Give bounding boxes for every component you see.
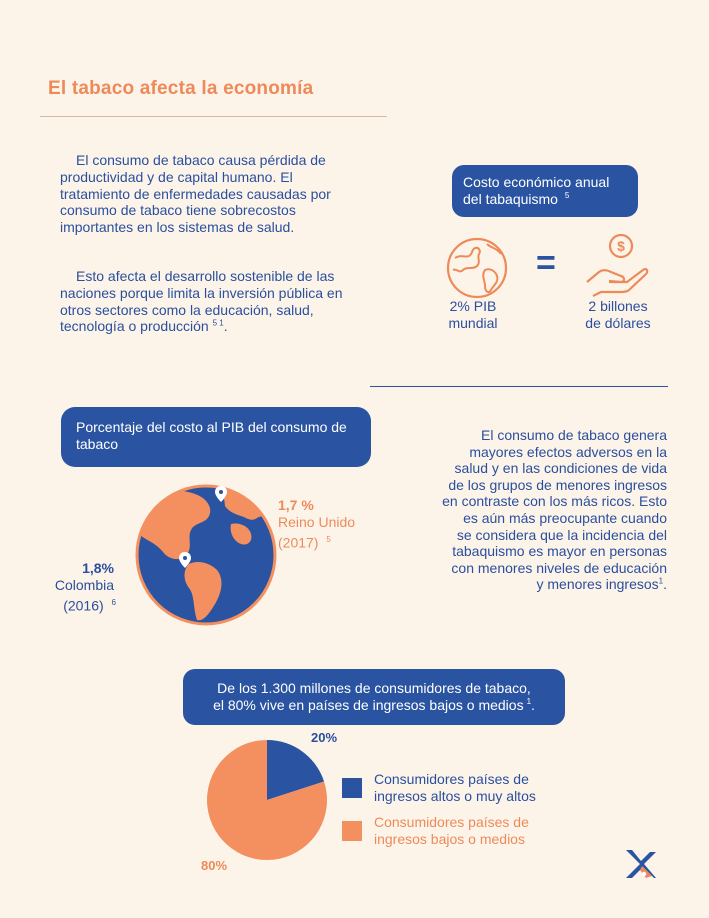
inequality-line: con menores niveles de educación xyxy=(451,559,667,576)
intro-paragraph-2-refs: 5 1 xyxy=(212,318,224,328)
inequality-line: en contraste con los más ricos. Esto xyxy=(442,493,667,510)
inequality-line: es aún más preocupante cuando xyxy=(463,509,667,526)
inequality-paragraph xyxy=(400,427,667,593)
inequality-line: y menores ingresos xyxy=(536,576,659,593)
pib-label-text: Porcentaje del costo al PIB del consumo de tabaco xyxy=(76,419,347,452)
brand-logo-icon xyxy=(624,848,658,880)
intro-paragraph-2-text: Esto afecta el desarrollo sostenible de las naciones porque limita la inversión pública en otros sectores como la educación, salud, tecnología o producción xyxy=(60,268,343,335)
globe-icon xyxy=(445,236,509,300)
legend-swatch-low-income xyxy=(342,821,362,841)
legend-label-low-income xyxy=(374,814,529,848)
consumers-end: . xyxy=(531,697,535,713)
hand-coin-icon xyxy=(585,232,649,298)
cost-label-text: Costo económico anual del tabaquismo xyxy=(463,174,610,207)
consumers-label-box xyxy=(183,669,565,725)
section-divider xyxy=(370,386,668,387)
uk-value: 1,7 % xyxy=(278,497,314,513)
intro-paragraph-2 xyxy=(60,268,350,335)
pib-caption-line1: 2% PIB xyxy=(449,298,497,314)
consumers-line2: el 80% vive en países de ingresos bajos o medios xyxy=(213,697,524,713)
legend-low-line2: ingresos bajos o medios xyxy=(374,831,525,847)
uk-year-line xyxy=(278,531,355,552)
pie-label-low-income: 80% xyxy=(201,858,228,873)
colombia-value: 1,8% xyxy=(82,560,114,576)
equals-sign: = xyxy=(536,244,556,282)
pie-label-high-income: 20% xyxy=(311,730,338,745)
pib-label-box xyxy=(61,407,371,467)
inequality-line: de los grupos de menores ingresos xyxy=(448,476,667,493)
cost-label-box xyxy=(452,165,638,217)
colombia-year-line xyxy=(36,594,116,615)
consumers-pie-chart xyxy=(205,738,329,862)
uk-country: Reino Unido xyxy=(278,514,356,530)
intro-paragraph-2-end: . xyxy=(223,318,228,335)
colombia-year: (2016) xyxy=(63,597,104,614)
consumers-line1: De los 1.300 millones de consumidores de tabaco, xyxy=(217,680,531,696)
inequality-line: tabaquismo es mayor en personas xyxy=(452,543,667,560)
inequality-line: se considera que la incidencia del xyxy=(456,526,667,543)
inequality-last-line xyxy=(400,576,667,593)
inequality-line: mayores efectos adversos en la xyxy=(469,443,667,460)
pib-caption-line2: mundial xyxy=(448,315,498,331)
legend-high-line2: ingresos altos o muy altos xyxy=(374,788,536,804)
colombia-country: Colombia xyxy=(54,577,114,593)
consumers-line2-wrap xyxy=(193,697,555,714)
title-divider xyxy=(40,116,387,117)
dollars-caption-line2: de dólares xyxy=(585,315,651,331)
legend-swatch-high-income xyxy=(342,778,362,798)
uk-year: (2017) xyxy=(278,534,319,551)
colombia-ref: 6 xyxy=(111,598,116,607)
inequality-line: El consumo de tabaco genera xyxy=(480,427,667,443)
page-title: El tabaco afecta la economía xyxy=(48,78,314,99)
coin-symbol: $ xyxy=(617,238,625,254)
dollars-caption-line1: 2 billones xyxy=(588,298,648,314)
legend-label-high-income xyxy=(374,771,536,805)
legend-low-line1: Consumidores países de xyxy=(374,814,529,830)
inequality-line: salud y en las condiciones de vida xyxy=(454,460,667,477)
legend-high-line1: Consumidores países de xyxy=(374,771,529,787)
world-globe-map xyxy=(135,484,277,626)
inequality-ref: 1 xyxy=(658,576,664,586)
inequality-end: . xyxy=(663,576,667,593)
colombia-label xyxy=(36,560,116,615)
uk-label xyxy=(278,497,355,552)
consumers-ref: 1 xyxy=(526,697,532,707)
pib-caption xyxy=(430,298,516,332)
intro-paragraph-1: El consumo de tabaco causa pérdida de productividad y de capital humano. El tratamiento de enfermedades causadas por consumo de tabaco tiene sobrecostos importantes en los sistemas de salud. xyxy=(60,152,331,236)
dollars-caption xyxy=(570,298,666,332)
cost-label-ref: 5 xyxy=(564,191,570,201)
uk-ref: 5 xyxy=(326,535,331,544)
